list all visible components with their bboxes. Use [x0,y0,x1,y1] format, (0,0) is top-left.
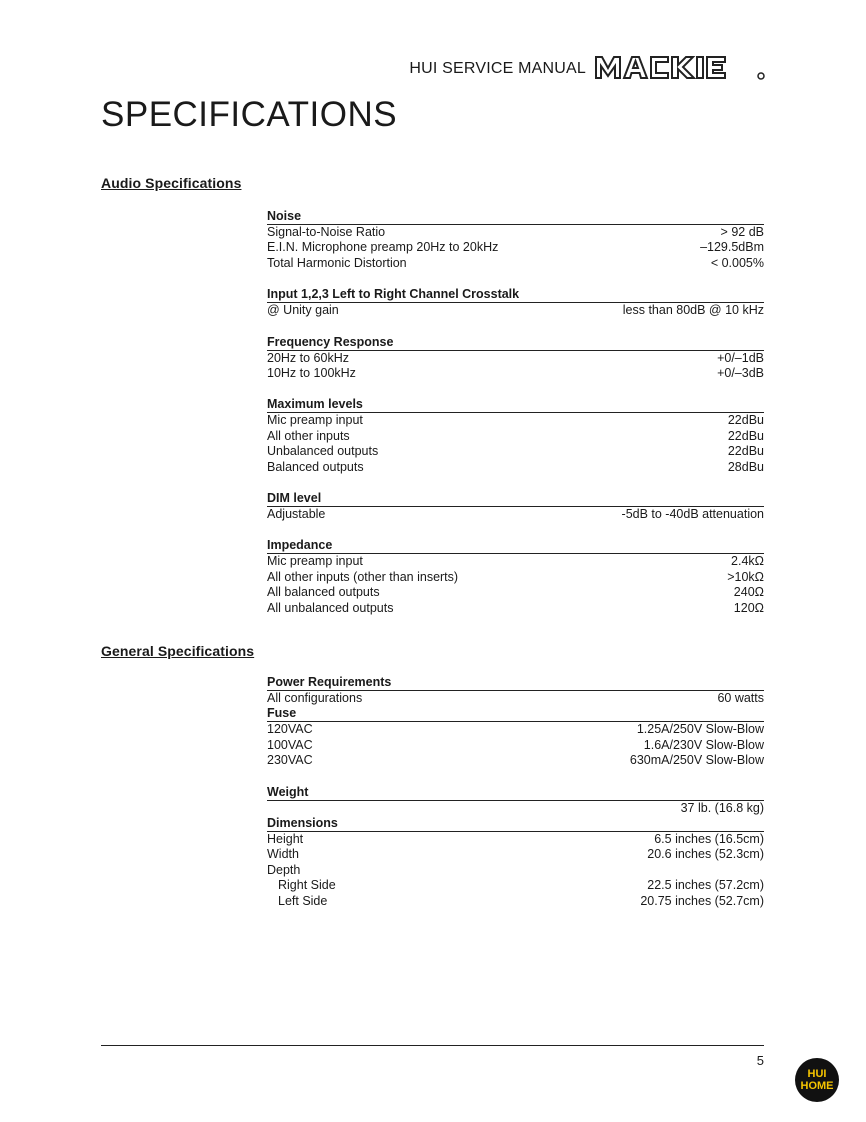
spec-label: 100VAC [267,737,313,752]
spec-value: 60 watts [717,691,764,705]
spec-group-title: Noise [267,209,764,225]
spec-value: 20.6 inches (52.3cm) [647,847,764,862]
spec-value: >10kΩ [727,569,764,584]
spec-value: > 92 dB [720,225,764,239]
hui-home-label-line1: HUI [807,1068,827,1080]
spec-row [267,847,764,862]
spec-group-noise [267,209,764,271]
page-number: 5 [756,1053,764,1068]
spec-label: All other inputs [267,428,350,443]
general-specifications-heading: General Specifications [101,643,255,659]
spec-label: Unbalanced outputs [267,444,379,459]
spec-label: @ Unity gain [267,303,339,318]
hui-home-label-line2: HOME [800,1080,834,1092]
spec-value: less than 80dB @ 10 kHz [622,303,764,318]
spec-group-title: Input 1,2,3 Left to Right Channel Crosstalk [267,287,764,303]
spec-row [267,256,764,271]
spec-row [267,351,764,366]
spec-value: 28dBu [727,459,764,474]
spec-row [267,240,764,255]
manual-title: HUI SERVICE MANUAL [409,60,586,77]
spec-group-title: Frequency Response [267,335,764,351]
spec-row [267,832,764,847]
spec-group-fuse [267,706,764,768]
spec-value: 6.5 inches (16.5cm) [654,832,764,847]
spec-value: 240Ω [733,585,764,600]
spec-group-title: Fuse [267,706,764,722]
spec-value: 630mA/250V Slow-Blow [629,753,764,768]
page-title: SPECIFICATIONS [101,95,398,134]
spec-label: Height [267,832,304,847]
spec-row [267,738,764,753]
spec-group-dimensions [267,816,764,909]
spec-label: All other inputs (other than inserts) [267,569,459,584]
spec-row [267,429,764,444]
spec-row [267,691,764,706]
spec-row [267,570,764,585]
spec-group-weight [267,785,764,816]
hui-home-button[interactable] [795,1058,839,1102]
spec-label: Signal-to-Noise Ratio [267,225,386,239]
spec-group-title: Dimensions [267,816,764,832]
spec-value: –129.5dBm [700,240,764,255]
page-header [409,52,766,80]
spec-label: 20Hz to 60kHz [267,350,349,365]
spec-row [267,601,764,616]
footer-divider [101,1045,764,1046]
spec-value: +0/–3dB [717,366,764,381]
spec-label: Width [267,847,299,862]
spec-value: 22.5 inches (57.2cm) [647,878,764,893]
spec-label: Depth [267,862,301,877]
spec-row [267,366,764,381]
spec-value: 22dBu [727,428,764,443]
spec-row [267,413,764,428]
spec-value: 20.75 inches (52.7cm) [640,893,764,908]
mackie-logo [594,54,766,80]
spec-value: 37 lb. (16.8 kg) [680,800,764,815]
spec-row [267,585,764,600]
spec-group-crosstalk [267,287,764,318]
spec-label: E.I.N. Microphone preamp 20Hz to 20kHz [267,240,499,255]
spec-row [267,225,764,240]
spec-group-power [267,675,764,706]
spec-row [267,460,764,475]
spec-value: < 0.005% [710,255,764,270]
spec-row [267,878,764,893]
audio-specifications-list [267,209,764,616]
spec-row [267,894,764,909]
spec-row [267,444,764,459]
spec-group-title: Maximum levels [267,397,764,413]
general-specifications-list [267,675,764,909]
spec-label: Mic preamp input [267,413,363,428]
spec-row [267,753,764,768]
spec-group-frequency-response [267,335,764,382]
spec-row [267,507,764,522]
spec-label: All unbalanced outputs [267,600,394,615]
spec-label: Adjustable [267,507,326,522]
spec-label: Left Side [278,893,328,908]
spec-label: Balanced outputs [267,459,364,474]
spec-label: 120VAC [267,722,313,737]
spec-value: 2.4kΩ [731,554,764,569]
spec-group-title: Power Requirements [267,675,764,691]
spec-row [267,554,764,569]
spec-value: 1.6A/230V Slow-Blow [643,737,764,752]
spec-row [267,303,764,318]
audio-specifications-heading: Audio Specifications [101,175,242,191]
spec-group-impedance [267,538,764,616]
spec-label: 230VAC [267,753,313,768]
spec-value: 22dBu [727,413,764,428]
spec-group-title: Impedance [267,538,764,554]
spec-row [267,801,764,816]
spec-label: Total Harmonic Distortion [267,255,407,270]
spec-label: Mic preamp input [267,554,363,569]
spec-label: 10Hz to 100kHz [267,366,356,381]
spec-group-title: DIM level [267,491,764,507]
spec-label: Right Side [278,878,336,893]
spec-label: All configurations [267,691,363,705]
spec-value: 120Ω [733,600,764,615]
spec-group-maximum-levels [267,397,764,475]
spec-row [267,863,764,878]
spec-group-dim-level [267,491,764,522]
spec-value: 22dBu [727,444,764,459]
spec-label: All balanced outputs [267,585,380,600]
spec-value: 1.25A/250V Slow-Blow [636,722,764,737]
spec-group-title: Weight [267,785,764,801]
spec-value: +0/–1dB [717,350,764,365]
spec-value: -5dB to -40dB attenuation [621,507,764,522]
spec-row [267,722,764,737]
